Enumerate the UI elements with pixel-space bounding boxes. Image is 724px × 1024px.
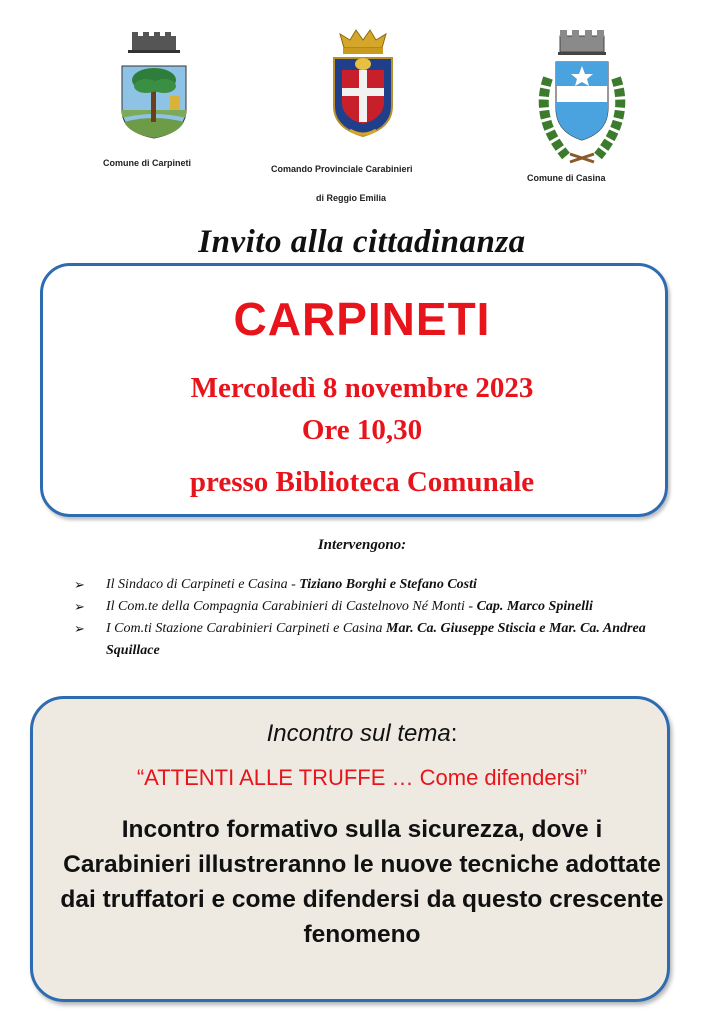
carpineti-label: Comune di Carpineti [103,158,192,168]
casina-coat-of-arms [530,28,634,168]
speaker-names: Mar. Ca. Giuseppe Stiscia e Mar. Ca. Andrea Squillace [106,621,646,658]
carabinieri-label-line2: di Reggio Emilia [316,193,387,203]
carabinieri-coat-of-arms [328,28,398,140]
topic-description: Incontro formativo sulla sicurezza, dove i Carabinieri illustreranno le nuove tecniche adottate dai truffatori e come difendersi da questo crescente fenomeno [60,816,664,948]
casina-label: Comune di Casina [527,173,606,183]
arrow-bullet-icon: ➢ [74,599,85,614]
list-item [74,596,674,618]
carabinieri-label-line1: Comando Provinciale Carabinieri [271,164,413,174]
speaker-role: I Com.ti Stazione Carabinieri Carpineti e Casina [106,621,387,636]
topic-title: “ATTENTI ALLE TRUFFE … Come difendersi” [136,765,588,790]
list-item [74,618,674,662]
topic-heading [0,720,724,748]
list-item [74,574,674,596]
speaker-names: Tiziano Borghi e Stefano Costi [299,577,477,592]
event-place: presso Biblioteca Comunale [189,466,535,498]
topic-heading-text: Incontro sul tema [266,720,451,747]
event-time: Ore 10,30 [301,414,423,446]
invitation-heading: Invito alla cittadinanza [198,224,526,260]
speaker-role: Il Sindaco di Carpineti e Casina - [106,577,300,592]
event-date: Mercoledì 8 novembre 2023 [190,372,534,404]
speakers-title: Intervengono: [317,537,407,553]
carpineti-coat-of-arms [118,30,190,140]
arrow-bullet-icon: ➢ [74,621,85,636]
event-city: CARPINETI [233,293,491,345]
speaker-names: Cap. Marco Spinelli [476,599,593,614]
arrow-bullet-icon: ➢ [74,577,85,592]
topic-heading-colon: : [450,720,458,747]
speakers-list [74,574,674,662]
speaker-role: Il Com.te della Compagnia Carabinieri di Castelnovo Né Monti - [106,599,477,614]
